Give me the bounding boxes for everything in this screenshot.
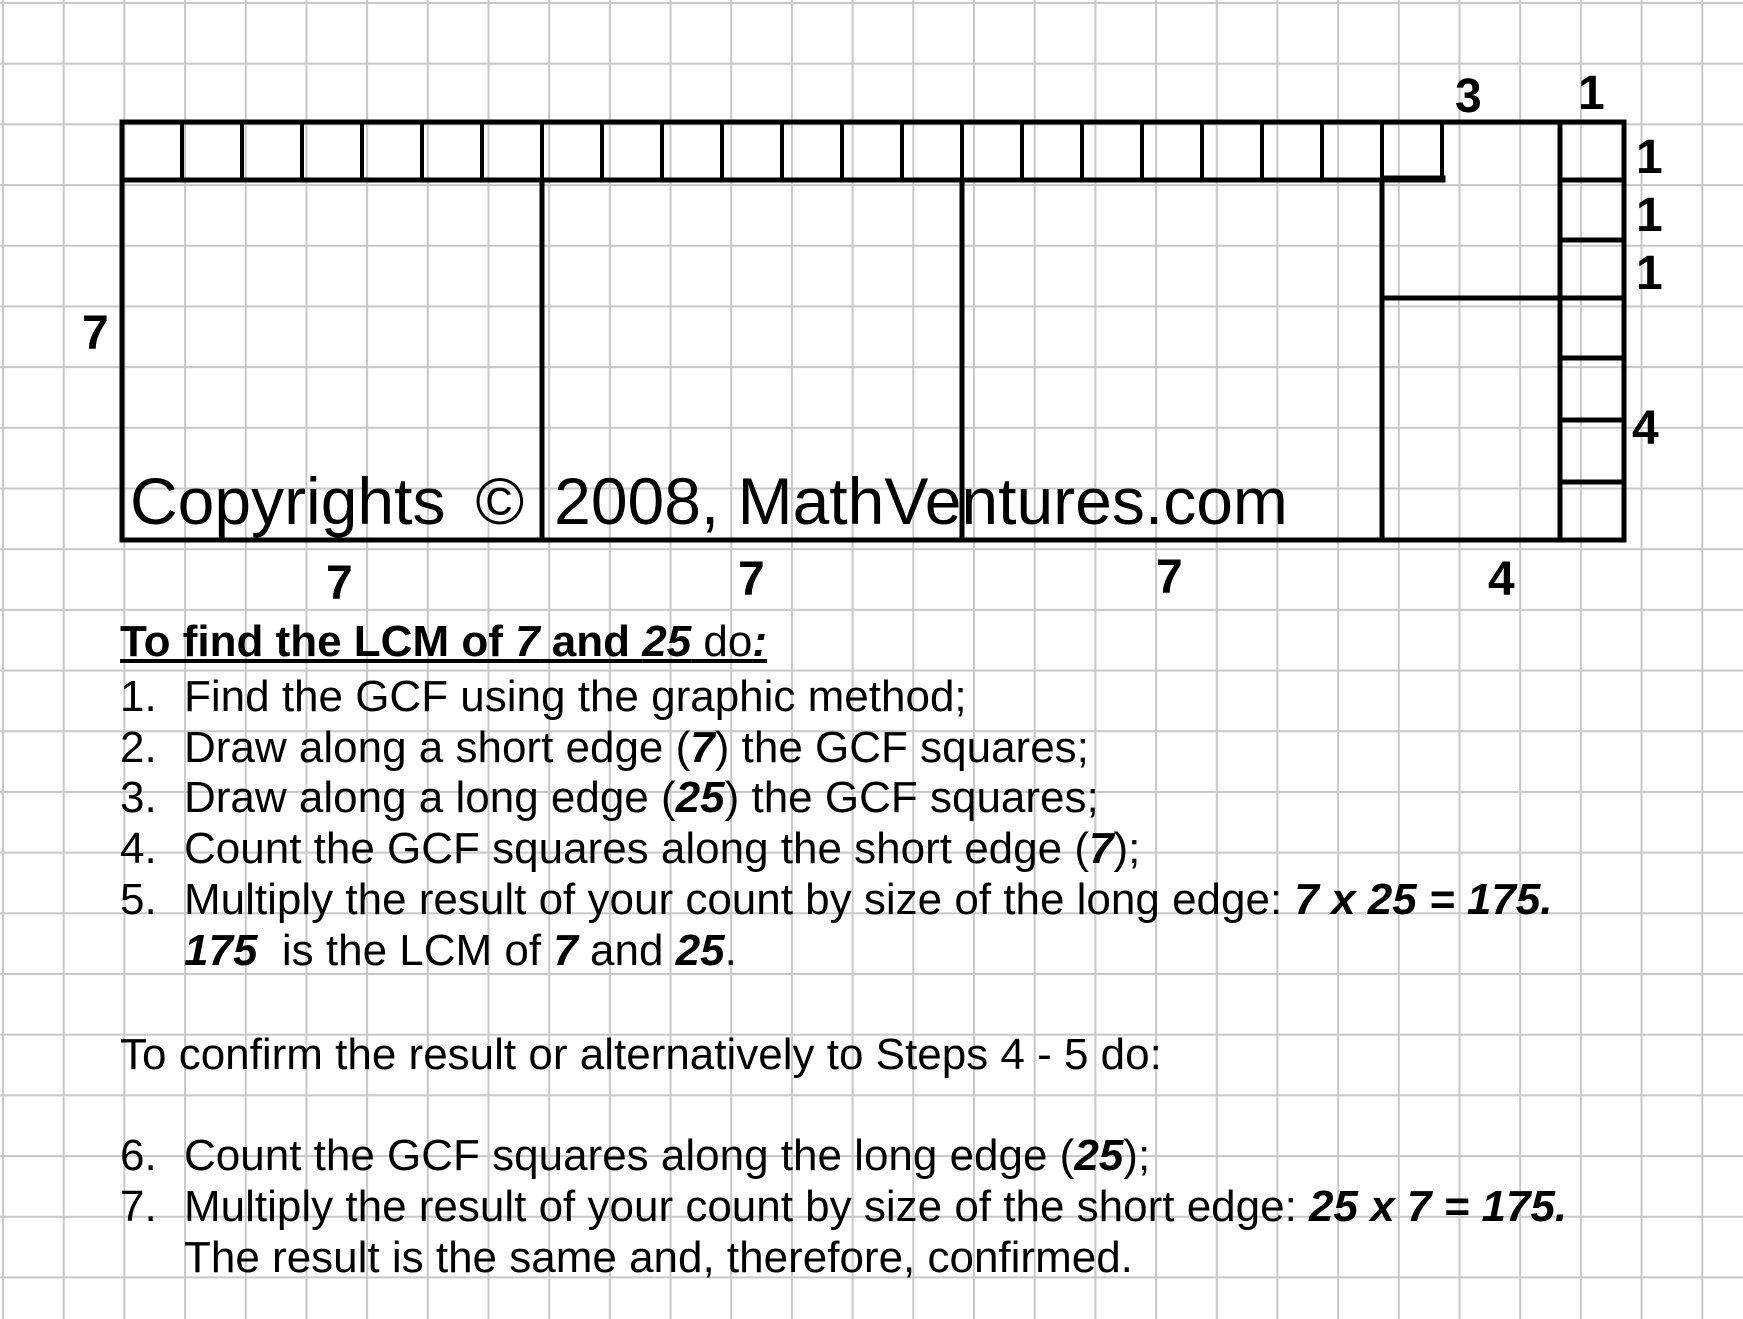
top-label-3: 3: [1455, 70, 1482, 123]
instructions-heading: To find the LCM of 7 and 25 do:: [120, 617, 768, 666]
bottom-label-4: 4: [1488, 553, 1515, 606]
step-4: 4. Count the GCF squares along the short edge (7);: [120, 824, 1141, 873]
right-label-1b: 1: [1636, 189, 1663, 242]
step-1: 1. Find the GCF using the graphic method;: [120, 672, 967, 721]
left-label-7: 7: [82, 307, 109, 360]
copyright-notice: [130, 464, 1288, 538]
step-2: 2. Draw along a short edge (7) the GCF squares;: [120, 723, 1089, 772]
step-3: 3. Draw along a long edge (25) the GCF squares;: [120, 773, 1099, 822]
bottom-label-7b: 7: [738, 553, 765, 606]
top-row-unit-squares: [182, 122, 1442, 180]
step-7-continuation: The result is the same and, therefore, confirmed.: [184, 1233, 1133, 1282]
copyright-symbol: ©: [475, 464, 525, 538]
right-label-1a: 1: [1636, 131, 1663, 184]
right-label-1c: 1: [1636, 247, 1663, 300]
confirm-intro: To confirm the result or alternatively to Steps 4 - 5 do:: [120, 1030, 1162, 1079]
step-7: 7. Multiply the result of your count by size of the short edge: 25 x 7 = 175.: [120, 1182, 1568, 1231]
copyright-rest: 2008, MathVentures.com: [554, 464, 1288, 538]
top-label-1: 1: [1578, 67, 1605, 120]
bottom-label-7c: 7: [1156, 551, 1183, 604]
step-5: 5. Multiply the result of your count by size of the long edge: 7 x 25 = 175.: [120, 875, 1553, 924]
right-label-4: 4: [1632, 402, 1659, 455]
step-6: 6. Count the GCF squares along the long edge (25);: [120, 1131, 1151, 1180]
bottom-label-7a: 7: [326, 557, 353, 610]
copyright-prefix: Copyrights: [130, 464, 446, 538]
step-5-continuation: 175 is the LCM of 7 and 25.: [184, 926, 737, 975]
